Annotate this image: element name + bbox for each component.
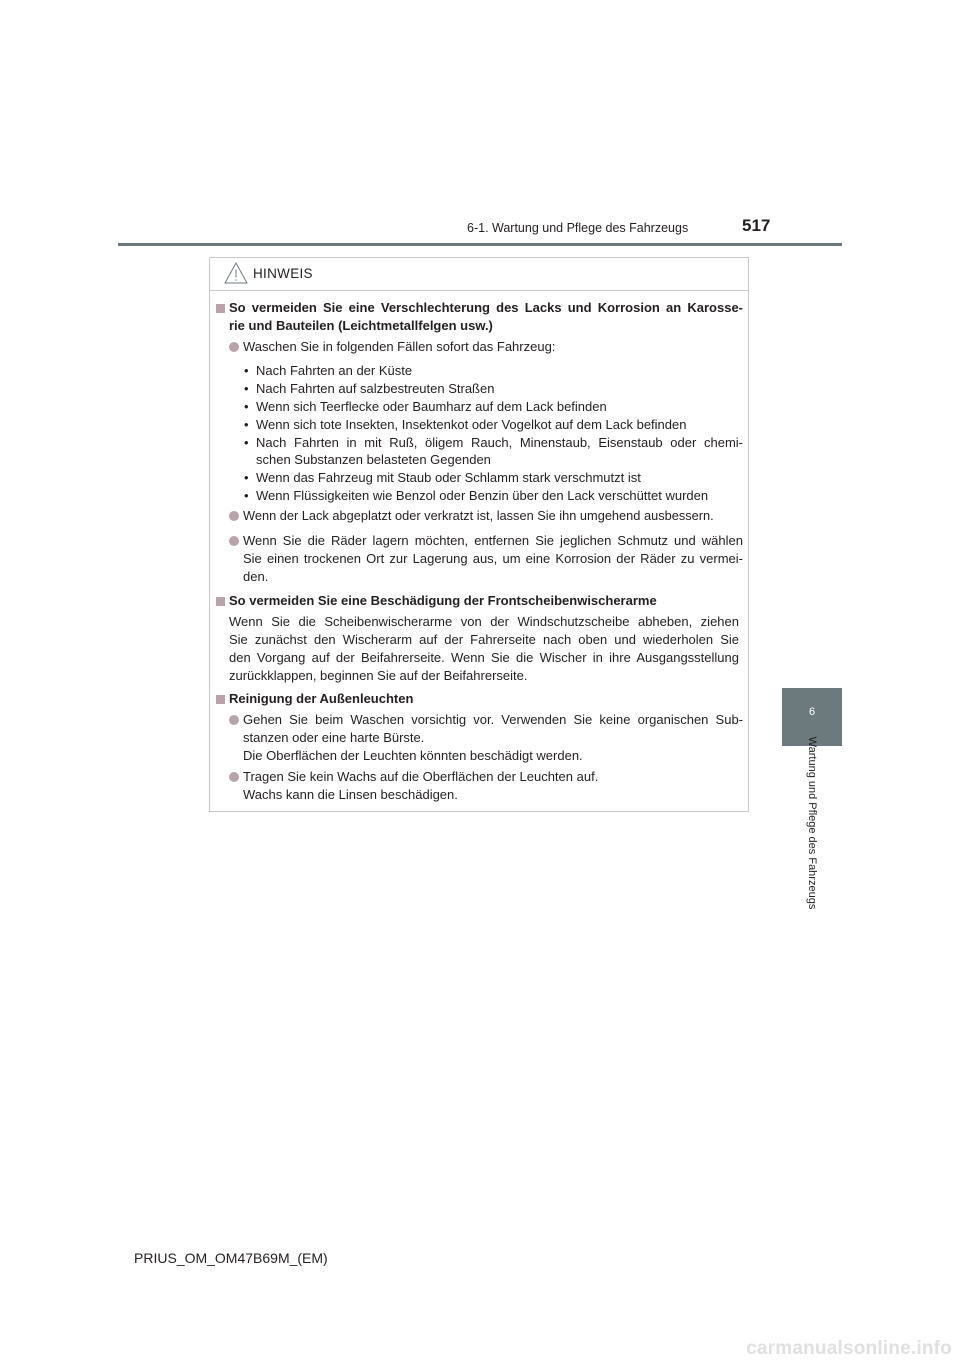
bullet-dot-icon xyxy=(229,342,239,352)
sub-item: Nach Fahrten an der Küste xyxy=(256,363,413,378)
bullet-text: Wenn der Lack abgeplatzt oder verkratzt ist, lassen Sie ihn umgehend ausbessern. xyxy=(243,508,714,523)
sub-bullet-marker: • xyxy=(244,435,249,450)
section-heading: rie und Bauteilen (Leichtmetallfelgen usw.) xyxy=(229,318,493,333)
bullet-dot-icon xyxy=(229,772,239,782)
watermark-strip xyxy=(0,1338,960,1358)
warning-triangle-icon xyxy=(224,262,248,284)
section-marker-icon xyxy=(216,597,225,606)
sub-bullet-marker: • xyxy=(244,399,249,414)
bullet-text: Wenn Sie die Räder lagern möchten, entfernen Sie jeglichen Schmutz und wählen xyxy=(243,533,743,548)
sub-bullet-marker: • xyxy=(244,470,249,485)
page-number: 517 xyxy=(742,216,771,235)
bullet-text: Die Oberflächen der Leuchten könnten beschädigt werden. xyxy=(243,748,583,763)
sub-item: schen Substanzen belasteten Gegenden xyxy=(256,452,491,467)
notice-header xyxy=(210,258,748,291)
sub-item: Wenn das Fahrzeug mit Staub oder Schlamm stark verschmutzt ist xyxy=(256,470,641,485)
bullet-text: Gehen Sie beim Waschen vorsichtig vor. Verwenden Sie keine organischen Sub- xyxy=(243,712,743,727)
sub-item: Nach Fahrten auf salzbestreuten Straßen xyxy=(256,381,495,396)
section-text: Wenn Sie die Scheibenwischerarme von der Windschutzscheibe abheben, ziehen xyxy=(229,614,739,629)
bullet-text: Waschen Sie in folgenden Fällen sofort das Fahrzeug: xyxy=(243,339,556,354)
section-marker-icon xyxy=(216,695,225,704)
section-heading: So vermeiden Sie eine Verschlechterung des Lacks und Korrosion an Karosse- xyxy=(229,300,743,315)
document-code: PRIUS_OM_OM47B69M_(EM) xyxy=(134,1250,328,1266)
bullet-dot-icon xyxy=(229,511,239,521)
watermark: carmanualsonline.info xyxy=(746,1338,952,1359)
sub-item: Wenn Flüssigkeiten wie Benzol oder Benzin über den Lack verschüttet wurden xyxy=(256,488,709,503)
bullet-text: Wachs kann die Linsen beschädigen. xyxy=(243,787,458,802)
bullet-text: stanzen oder eine harte Bürste. xyxy=(243,730,425,745)
notice-title: HINWEIS xyxy=(253,266,313,281)
section-text: Sie zunächst den Wischerarm auf der Fahrerseite nach oben und wiederholen Sie xyxy=(229,632,739,647)
sub-item: Wenn sich Teerflecke oder Baumharz auf dem Lack befinden xyxy=(256,399,607,414)
sub-bullet-marker: • xyxy=(244,363,249,378)
section-text: den Vorgang auf der Beifahrerseite. Wenn Sie die Wischer in ihre Ausgangsstellung xyxy=(229,650,739,665)
bullet-text: Tragen Sie kein Wachs auf die Oberflächen der Leuchten auf. xyxy=(243,769,599,784)
bullet-dot-icon xyxy=(229,715,239,725)
bullet-text: den. xyxy=(243,569,269,584)
section-heading: So vermeiden Sie eine Beschädigung der Frontscheibenwischerarme xyxy=(229,593,657,608)
notice-box xyxy=(209,257,749,812)
section-heading: Reinigung der Außenleuchten xyxy=(229,691,414,706)
sub-item: Wenn sich tote Insekten, Insektenkot oder Vogelkot auf dem Lack befinden xyxy=(256,417,687,432)
section-text: zurückklappen, beginnen Sie auf der Beifahrerseite. xyxy=(229,668,528,683)
running-header-section: 6-1. Wartung und Pflege des Fahrzeugs xyxy=(467,221,689,235)
bullet-text: Sie einen trockenen Ort zur Lagerung aus, um eine Korrosion der Räder zu vermei- xyxy=(243,551,743,566)
sub-bullet-marker: • xyxy=(244,488,249,503)
chapter-tab-number: 6 xyxy=(808,706,816,718)
sub-bullet-marker: • xyxy=(244,381,249,396)
sub-bullet-marker: • xyxy=(244,417,249,432)
sub-item: Nach Fahrten in mit Ruß, öligem Rauch, Minenstaub, Eisenstaub oder chemi- xyxy=(256,435,743,450)
section-marker-icon xyxy=(216,304,225,313)
header-rule xyxy=(118,243,842,246)
bullet-dot-icon xyxy=(229,536,239,546)
chapter-caption: Wartung und Pflege des Fahrzeugs xyxy=(806,736,818,910)
